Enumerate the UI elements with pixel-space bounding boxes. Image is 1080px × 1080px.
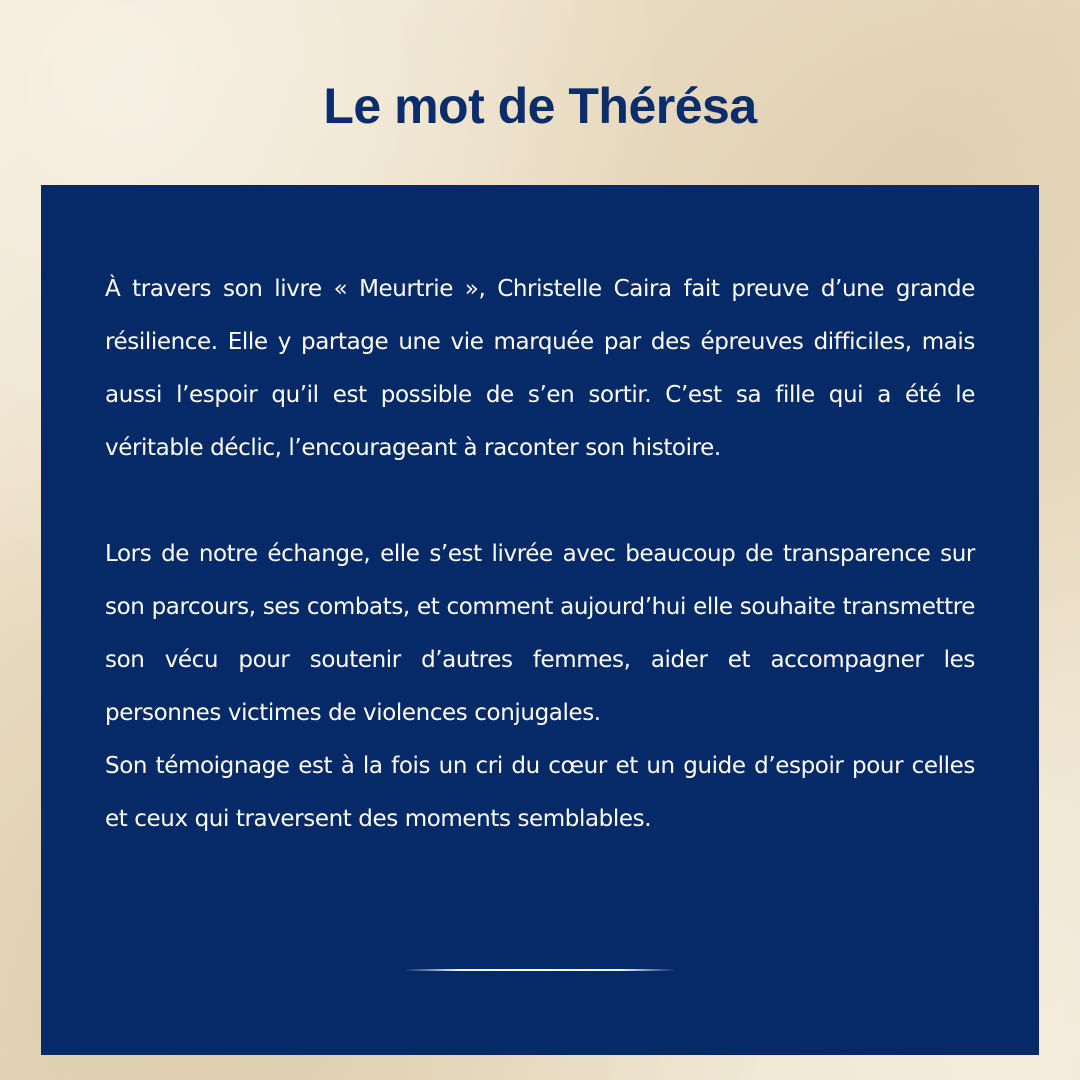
text-panel	[41, 185, 1039, 1055]
paragraph-intro: À travers son livre « Meurtrie », Christelle Caira fait preuve d’une grande résilience. Elle y partage une vie marquée par des épreuves difficiles, mais aussi l’espoir qu’il est possible de s’en sortir. C’est sa fille qui a été le véritable déclic, l’encourageant à raconter son histoire.	[105, 276, 975, 461]
paragraph-testimony: Son témoignage est à la fois un cri du cœur et un guide d’espoir pour celles et ceux qui traversent des moments semblables.	[105, 753, 975, 832]
body-text	[105, 263, 975, 846]
paragraph-exchange: Lors de notre échange, elle s’est livrée avec beaucoup de transparence sur son parcours, ses combats, et comment aujourd’hui elle souhaite transmettre son vécu pour soutenir d’autres femmes, aider et accompagner les personnes victimes de violences conjugales.	[105, 541, 975, 726]
page-title: Le mot de Thérésa	[323, 78, 757, 134]
paragraph-spacer	[105, 475, 975, 528]
decorative-divider	[404, 969, 676, 971]
